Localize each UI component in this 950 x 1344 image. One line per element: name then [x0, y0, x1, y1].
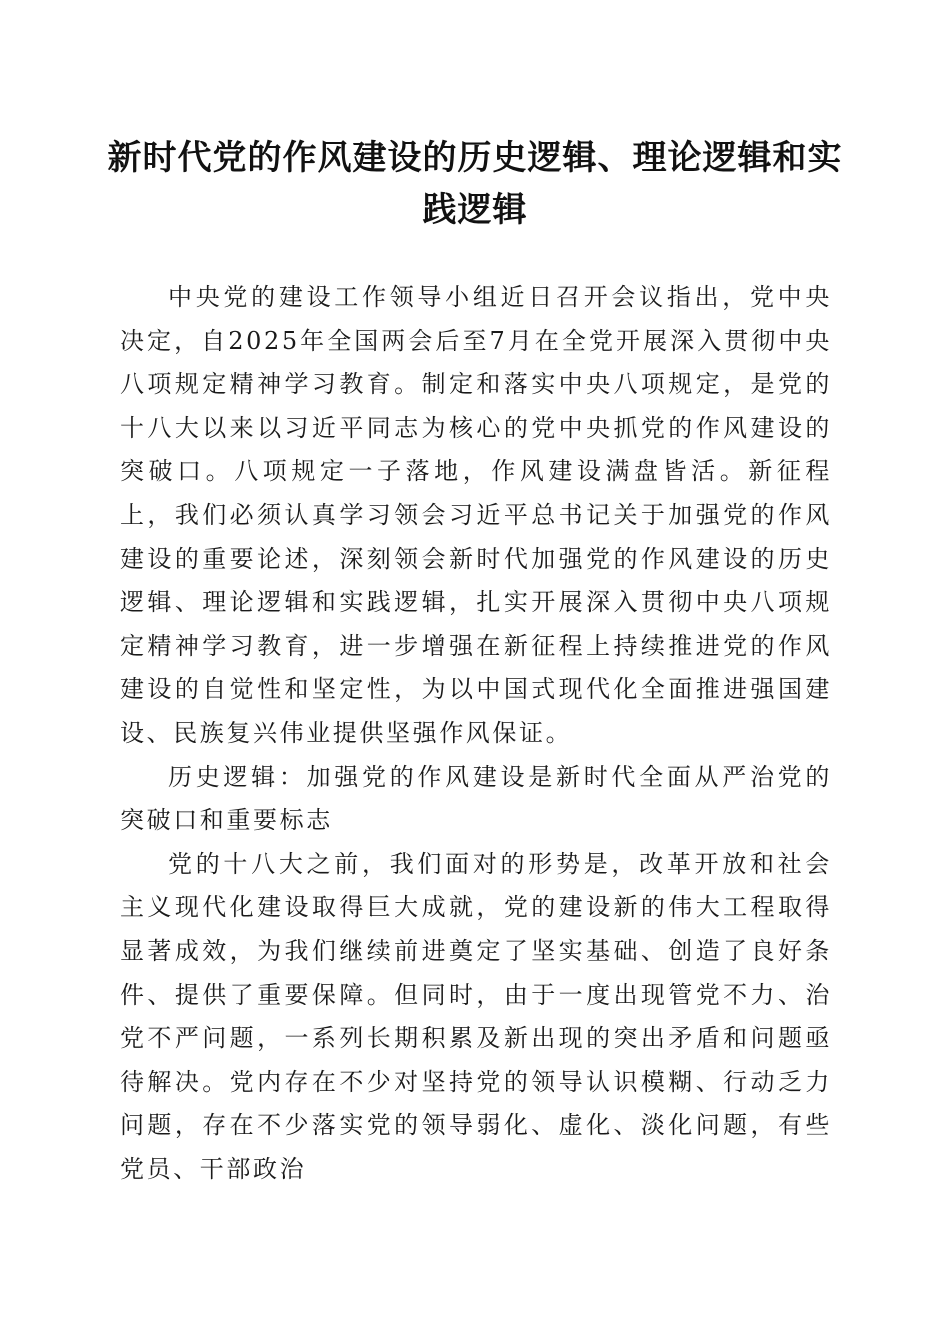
- document-title: 新时代党的作风建设的历史逻辑、理论逻辑和实践逻辑: [107, 138, 843, 230]
- paragraph-intro: 中央党的建设工作领导小组近日召开会议指出，党中央决定，自2025年全国两会后至7月在全党开展深入贯彻中央八项规定精神学习教育。制定和落实中央八项规定，是党的十八大以来以习近平同志为核心的党中央抓党的作风建设的突破口。八项规定一子落地，作风建设满盘皆活。新征程上，我们必须认真学习领会习近平总书记关于加强党的作风建设的重要论述，深刻领会新时代加强党的作风建设的历史逻辑、理论逻辑和实践逻辑，扎实开展深入贯彻中央八项规定精神学习教育，进一步增强在新征程上持续推进党的作风建设的自觉性和坚定性，为以中国式现代化全面推进强国建设、民族复兴伟业提供坚强作风保证。: [120, 283, 832, 747]
- section-heading-historical-logic: 历史逻辑：加强党的作风建设是新时代全面从严治党的突破口和重要标志: [120, 762, 832, 835]
- paragraph-history: 党的十八大之前，我们面对的形势是，改革开放和社会主义现代化建设取得巨大成就，党的建设新的伟大工程取得显著成效，为我们继续前进奠定了坚实基础、创造了良好条件、提供了重要保障。但同时，由于一度出现管党不力、治党不严问题，一系列长期积累及新出现的突出矛盾和问题亟待解决。党内存在不少对坚持党的领导认识模糊、行动乏力问题，存在不少落实党的领导弱化、虚化、淡化问题，有些党员、干部政治: [120, 849, 832, 1183]
- document-body: [120, 276, 832, 1191]
